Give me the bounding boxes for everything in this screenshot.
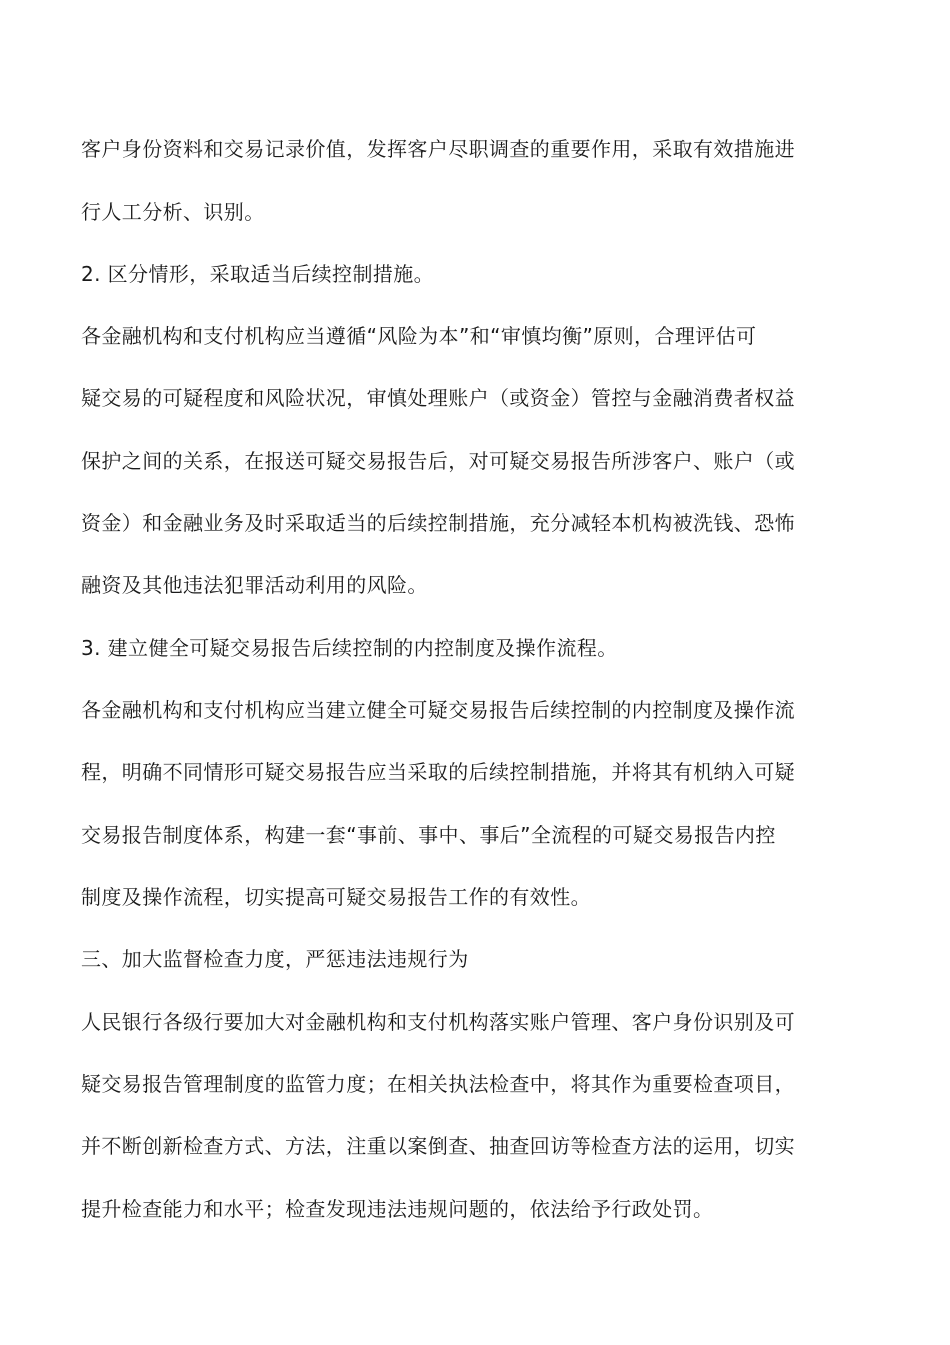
- text-line: 行人工分析、识别。: [81, 200, 265, 224]
- text-line: 制度及操作流程，切实提高可疑交易报告工作的有效性。: [81, 885, 591, 909]
- text-line: 交易报告制度体系，构建一套“事前、事中、事后”全流程的可疑交易报告内控: [81, 823, 776, 847]
- text-line: 融资及其他违法犯罪活动利用的风险。: [81, 573, 428, 597]
- text-line: 客户身份资料和交易记录价值，发挥客户尽职调查的重要作用，采取有效措施进: [81, 137, 795, 161]
- numbered-heading-3: 3. 建立健全可疑交易报告后续控制的内控制度及操作流程。: [81, 636, 618, 660]
- section-heading-3: 三、加大监督检查力度，严惩违法违规行为: [81, 947, 469, 971]
- text-line: 提升检查能力和水平；检查发现违法违规问题的，依法给予行政处罚。: [81, 1197, 714, 1221]
- text-line: 疑交易的可疑程度和风险状况，审慎处理账户（或资金）管控与金融消费者权益: [81, 386, 795, 410]
- text-line: 人民银行各级行要加大对金融机构和支付机构落实账户管理、客户身份识别及可: [81, 1010, 795, 1034]
- text-line: 资金）和金融业务及时采取适当的后续控制措施，充分减轻本机构被洗钱、恐怖: [81, 511, 795, 535]
- text-line: 各金融机构和支付机构应当遵循“风险为本”和“审慎均衡”原则，合理评估可: [81, 324, 757, 348]
- numbered-heading-2: 2. 区分情形，采取适当后续控制措施。: [81, 262, 435, 286]
- text-line: 各金融机构和支付机构应当建立健全可疑交易报告后续控制的内控制度及操作流: [81, 698, 795, 722]
- text-line: 并不断创新检查方式、方法，注重以案倒查、抽查回访等检查方法的运用，切实: [81, 1134, 795, 1158]
- text-line: 程，明确不同情形可疑交易报告应当采取的后续控制措施，并将其有机纳入可疑: [81, 760, 795, 784]
- text-line: 保护之间的关系，在报送可疑交易报告后，对可疑交易报告所涉客户、账户（或: [81, 449, 795, 473]
- text-line: 疑交易报告管理制度的监管力度；在相关执法检查中，将其作为重要检查项目，: [81, 1072, 795, 1096]
